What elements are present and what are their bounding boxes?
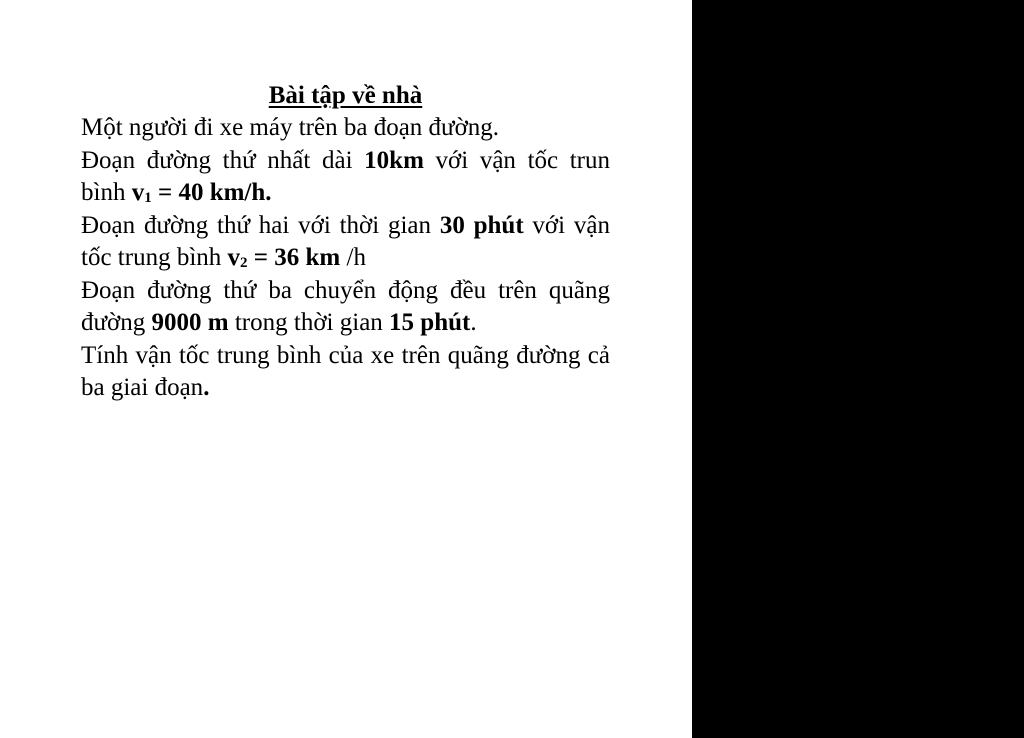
velocity-2-symbol: v bbox=[227, 244, 241, 271]
segment-1-text-2: với vận tốc trun bình bbox=[81, 147, 611, 206]
paragraph-intro bbox=[81, 112, 610, 144]
segment-2-text: Đoạn đường thứ hai với thời gian bbox=[81, 212, 440, 239]
velocity-1-symbol: v bbox=[131, 179, 145, 206]
document-title: Bài tập về nhà bbox=[268, 82, 423, 109]
velocity-2-unit: /h bbox=[340, 244, 366, 271]
velocity-2 bbox=[228, 244, 341, 271]
segment-3-text-2: trong thời gian bbox=[228, 309, 390, 336]
segment-1-distance: 10km bbox=[364, 147, 424, 174]
velocity-2-subscript: 2 bbox=[240, 255, 248, 271]
velocity-1-value: = 40 km/h. bbox=[151, 179, 272, 206]
question-text: Tính vận tốc trung bình của xe trên quãng đường cả ba giai đoạn bbox=[81, 342, 610, 401]
paragraph-segment-1 bbox=[81, 145, 610, 209]
paragraph-question bbox=[81, 340, 610, 404]
document-content bbox=[81, 80, 610, 405]
segment-2-text-2: với vận tốc trung bình bbox=[81, 212, 610, 271]
paragraph-segment-3 bbox=[81, 275, 610, 339]
velocity-1-subscript: 1 bbox=[144, 190, 152, 206]
velocity-2-value: = 36 km bbox=[247, 244, 341, 271]
segment-3-time: 15 phút bbox=[389, 309, 471, 336]
segment-3-period: . bbox=[470, 309, 477, 336]
segment-3-text: Đoạn đường thứ ba chuyển động đều trên quãng đường bbox=[81, 277, 610, 336]
velocity-1 bbox=[132, 179, 272, 206]
segment-1-text: Đoạn đường thứ nhất dài bbox=[81, 147, 365, 174]
intro-text: Một người đi xe máy trên ba đoạn đường. bbox=[81, 114, 500, 141]
paragraph-segment-2 bbox=[81, 210, 610, 274]
segment-2-time: 30 phút bbox=[439, 212, 524, 239]
black-panel bbox=[692, 0, 1024, 738]
segment-3-distance: 9000 m bbox=[151, 309, 229, 336]
question-period: . bbox=[203, 374, 210, 401]
